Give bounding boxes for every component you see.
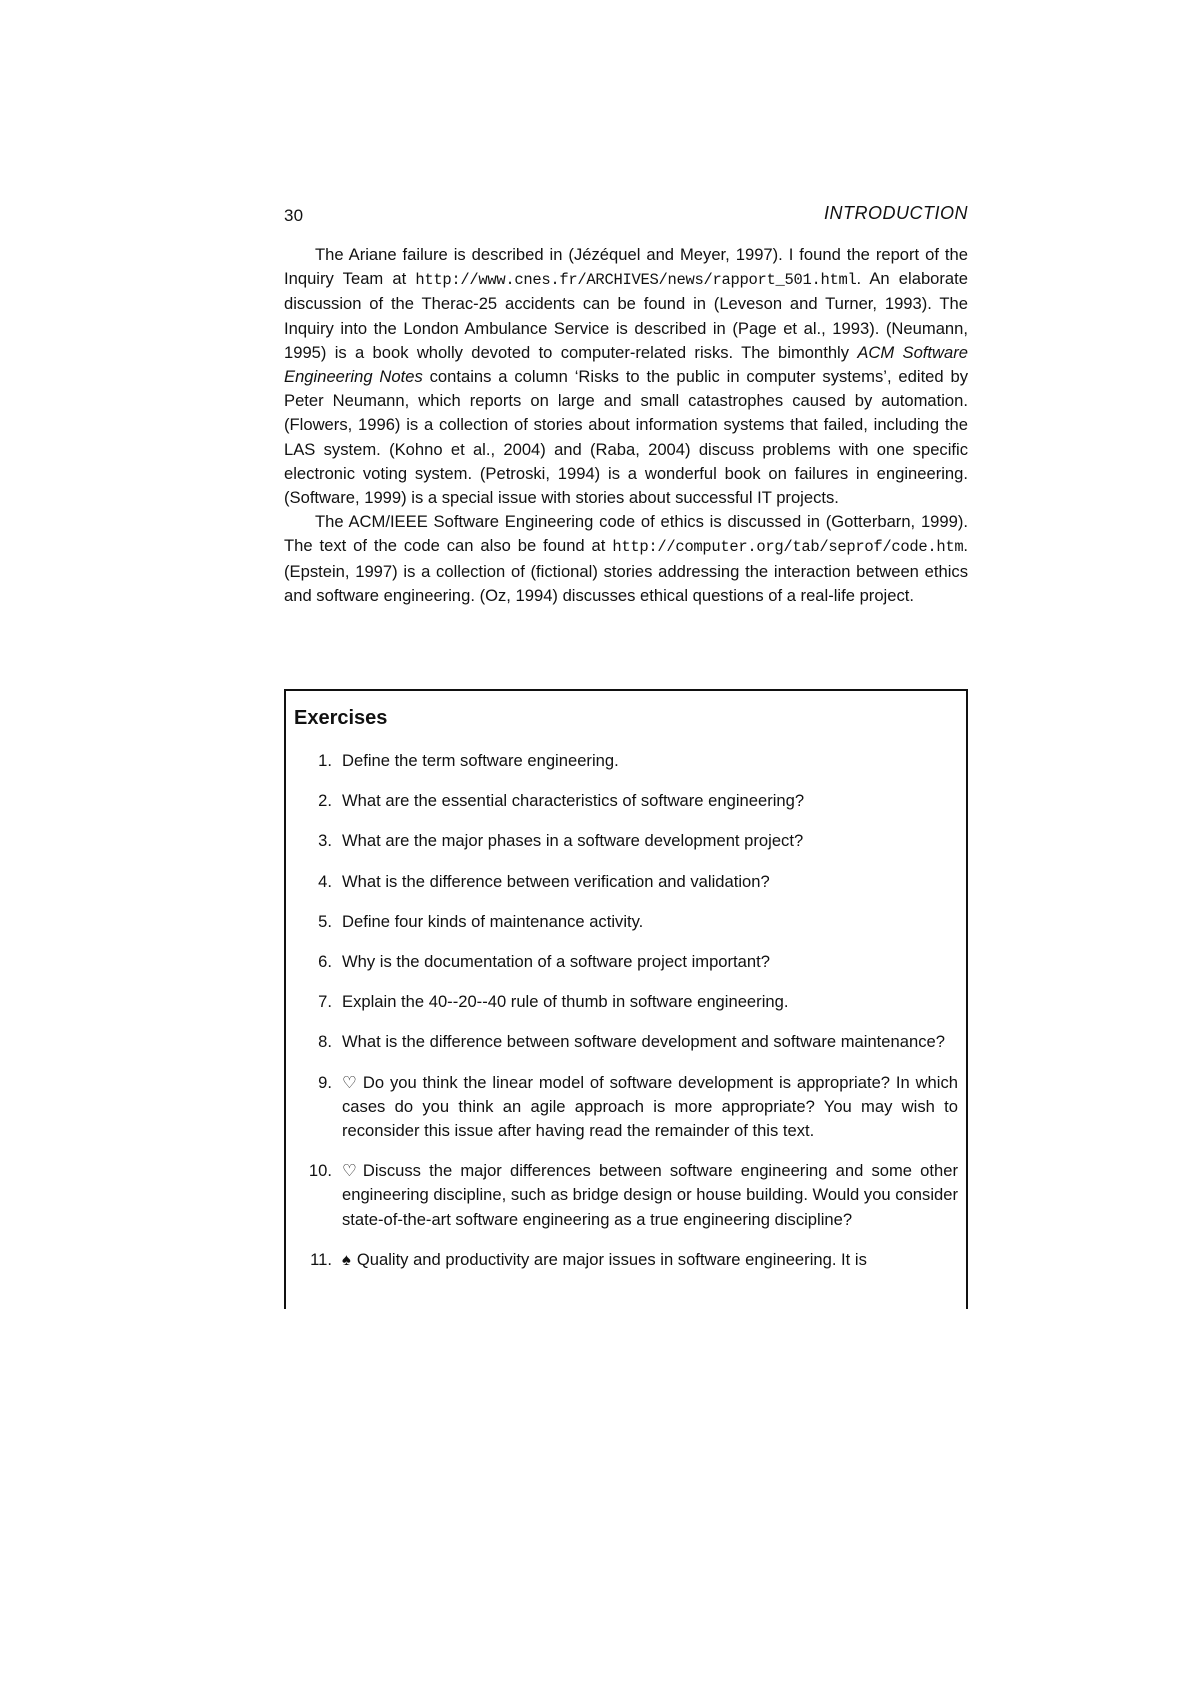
exercise-text: Why is the documentation of a software project important? [342,952,770,972]
exercise-number: 3. [318,831,332,851]
exercise-number: 2. [318,791,332,811]
exercise-item [286,870,966,894]
exercise-text: What are the essential characteristics of software engineering? [342,791,805,811]
exercise-text: Define the term software engineering. [342,751,619,770]
text-segment: The ACM/IEEE Software Engineering code of ethics is discussed in (Gotterbarn, 1999). The text of the code can also be found at [284,512,968,556]
exercises-box [284,689,968,1309]
exercise-text: What is the difference between software development and software maintenance? [342,1032,945,1052]
exercise-number: 11. [310,1249,332,1269]
text-segment: The Ariane failure is described in (Jézéquel and Meyer, 1997). I found the report of the Inquiry Team at [284,245,968,289]
exercise-text: Quality and productivity are major issues in software engineering. It is [356,1249,867,1269]
exercise-text: Explain the 40--20--40 rule of thumb in software engineering. [342,992,789,1012]
exercise-number: 1. [318,751,332,770]
exercise-number: 4. [318,871,332,891]
exercise-number: 8. [318,1032,332,1052]
exercise-number: 7. [318,992,332,1012]
exercise-number: 5. [318,911,332,931]
exercise-item [286,990,966,1014]
exercise-item [286,829,966,853]
exercise-item [286,1248,966,1272]
exercise-item [286,1159,966,1232]
exercise-number: 9. [318,1072,332,1092]
exercise-item [286,910,966,934]
journal-title: ACM Software Engineering Notes [284,342,968,387]
heart-icon: ♡ [342,1161,357,1181]
exercise-text: What are the major phases in a software development project? [342,831,804,851]
exercise-list [286,749,966,1288]
page-number: 30 [284,206,304,225]
exercises-title: Exercises [294,707,388,729]
running-head: INTRODUCTION [824,203,968,223]
spade-icon: ♠ [342,1249,351,1269]
exercise-item [286,789,966,813]
url-link: http://computer.org/tab/seprof/code.htm [612,538,964,557]
heart-icon: ♡ [342,1072,357,1092]
exercise-text: Discuss the major differences between software engineering and some other engineering discipline, such as bridge design or house building. Would you consider state-of-the-art software engineering as a true engineering discipline? [342,1161,958,1229]
exercise-number: 6. [318,952,332,972]
exercise-item [286,1030,966,1054]
text-segment: . An elaborate discussion of the Therac-25 accidents can be found in (Leveson and Turner, 1993). The Inquiry into the London Ambulance Service is described in (Page et al., 1993). (Neumann, 1995) is a book wholly devoted to computer-related risks. The bimonthly [284,269,968,362]
text-segment: . (Epstein, 1997) is a collection of (fictional) stories addressing the interaction between ethics and software engineering. (Oz, 1994) discusses ethical questions of a real-life project. [284,536,968,605]
paragraph-ethics [284,510,968,608]
body-text [284,243,968,608]
exercise-item [286,749,966,773]
text-segment: contains a column ‘Risks to the public in computer systems’, edited by Peter Neumann, which reports on large and small catastrophes caused by automation. (Flowers, 1996) is a collection of stories about information systems that failed, including the LAS system. (Kohno et al., 2004) and (Raba, 2004) discuss problems with one specific electronic voting system. (Petroski, 1994) is a wonderful book on failures in engineering. (Software, 1999) is a special issue with stories about successful IT projects. [284,367,969,508]
exercise-text: What is the difference between verification and validation? [342,871,770,891]
exercise-number: 10. [308,1161,332,1181]
exercise-text: Do you think the linear model of software development is appropriate? In which cases do you think an agile approach is more appropriate? You may wish to reconsider this issue after having read the remainder of this text. [342,1072,958,1141]
exercise-item [286,1071,966,1144]
exercise-item [286,950,966,974]
url-link: http://www.cnes.fr/ARCHIVES/news/rapport_501.html [415,271,857,290]
exercise-text: Define four kinds of maintenance activity. [342,911,644,931]
paragraph-references [284,243,968,510]
